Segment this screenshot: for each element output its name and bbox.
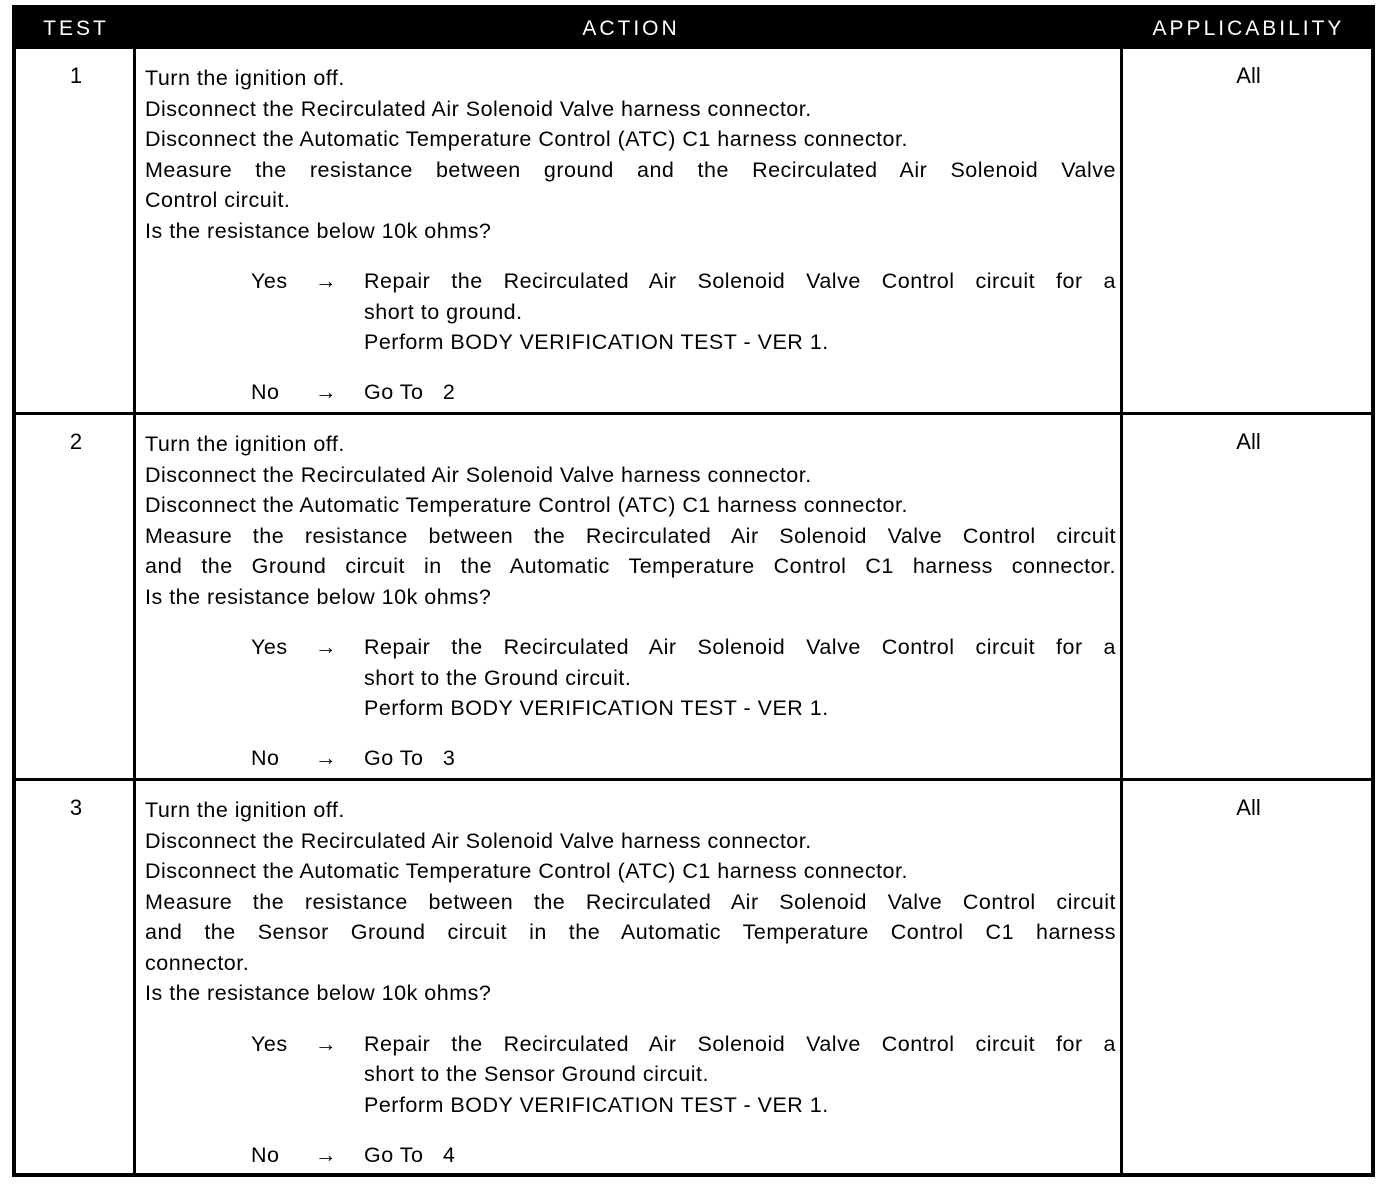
no-label: No: [251, 746, 280, 770]
applicability-value: All: [1236, 795, 1261, 820]
action-step: Measure the resistance between the Recirculated Air Solenoid Valve Control circuit: [145, 523, 1116, 548]
test-row-1: [16, 49, 1371, 415]
action-step: Disconnect the Recirculated Air Solenoid Valve harness connector.: [145, 828, 812, 853]
no-result: [145, 743, 1116, 773]
action-question: Is the resistance below 10k ohms?: [145, 584, 492, 609]
header-action: ACTION: [582, 17, 680, 40]
action-step: and the Sensor Ground circuit in the Automatic Temperature Control C1 harness: [145, 920, 1116, 944]
column-divider: [133, 49, 136, 415]
column-divider: [1120, 49, 1123, 415]
action-step: connector.: [145, 950, 250, 975]
diagnostic-test-table: [12, 5, 1375, 1177]
arrow-icon: →: [315, 380, 337, 404]
action-question: Is the resistance below 10k ohms?: [145, 218, 492, 243]
test-number: 2: [69, 429, 83, 454]
yes-line: Perform BODY VERIFICATION TEST - VER 1.: [364, 1092, 829, 1117]
action-step: Disconnect the Automatic Temperature Control (ATC) C1 harness connector.: [145, 127, 908, 151]
yes-line: Perform BODY VERIFICATION TEST - VER 1.: [364, 330, 829, 354]
yes-instructions: [364, 632, 1116, 724]
column-divider: [133, 781, 136, 1173]
applicability-value: All: [1236, 63, 1261, 88]
no-result: [145, 377, 1116, 407]
column-divider: [133, 415, 136, 778]
yes-label: Yes: [251, 1031, 288, 1056]
action-step: Disconnect the Recirculated Air Solenoid Valve harness connector.: [145, 96, 812, 121]
no-result: [145, 1140, 1116, 1170]
yes-line: short to ground.: [364, 299, 523, 324]
yes-line: Repair the Recirculated Air Solenoid Valve Control circuit for a: [364, 635, 1116, 659]
action-step: Measure the resistance between ground and the Recirculated Air Solenoid Valve: [145, 157, 1116, 182]
yes-line: short to the Ground circuit.: [364, 665, 632, 690]
action-step: Measure the resistance between the Recirculated Air Solenoid Valve Control circuit: [145, 889, 1116, 914]
action-step: Turn the ignition off.: [145, 432, 345, 456]
action-cell: [145, 795, 1116, 1170]
test-row-3: [16, 778, 1371, 1173]
arrow-icon: →: [315, 1031, 337, 1056]
test-number: 1: [69, 63, 83, 88]
no-label: No: [251, 1142, 280, 1167]
action-step: Disconnect the Recirculated Air Solenoid Valve harness connector.: [145, 462, 812, 487]
column-divider: [1120, 415, 1123, 778]
yes-line: short to the Sensor Ground circuit.: [364, 1062, 709, 1086]
no-label: No: [251, 380, 280, 404]
no-instruction: Go To 3: [364, 746, 456, 770]
yes-line: Perform BODY VERIFICATION TEST - VER 1.: [364, 696, 829, 720]
action-question: Is the resistance below 10k ohms?: [145, 981, 492, 1005]
arrow-icon: →: [315, 269, 337, 293]
action-step: Control circuit.: [145, 188, 291, 212]
header-test: TEST: [43, 17, 109, 40]
column-divider: [1120, 781, 1123, 1173]
test-number: 3: [69, 795, 83, 820]
yes-instructions: [364, 266, 1116, 358]
yes-result: [145, 632, 1116, 723]
action-step: and the Ground circuit in the Automatic Temperature Control C1 harness connector.: [145, 554, 1116, 578]
action-step: Turn the ignition off.: [145, 66, 345, 90]
action-step: Disconnect the Automatic Temperature Control (ATC) C1 harness connector.: [145, 859, 908, 883]
test-row-2: [16, 412, 1371, 778]
no-instruction: Go To 2: [364, 380, 456, 404]
action-cell: [145, 63, 1116, 407]
action-step: Turn the ignition off.: [145, 798, 345, 822]
yes-result: [145, 1029, 1116, 1120]
arrow-icon: →: [315, 1142, 337, 1167]
yes-line: Repair the Recirculated Air Solenoid Valve Control circuit for a: [364, 269, 1116, 293]
yes-label: Yes: [251, 635, 288, 659]
arrow-icon: →: [315, 746, 337, 770]
arrow-icon: →: [315, 635, 337, 659]
action-step: Disconnect the Automatic Temperature Control (ATC) C1 harness connector.: [145, 493, 908, 517]
table-header: [16, 9, 1371, 49]
yes-label: Yes: [251, 269, 288, 293]
action-cell: [145, 429, 1116, 773]
yes-line: Repair the Recirculated Air Solenoid Valve Control circuit for a: [364, 1031, 1116, 1056]
applicability-value: All: [1236, 429, 1261, 454]
header-applicability: APPLICABILITY: [1152, 17, 1345, 40]
yes-instructions: [364, 1029, 1116, 1121]
yes-result: [145, 266, 1116, 357]
no-instruction: Go To 4: [364, 1142, 456, 1167]
